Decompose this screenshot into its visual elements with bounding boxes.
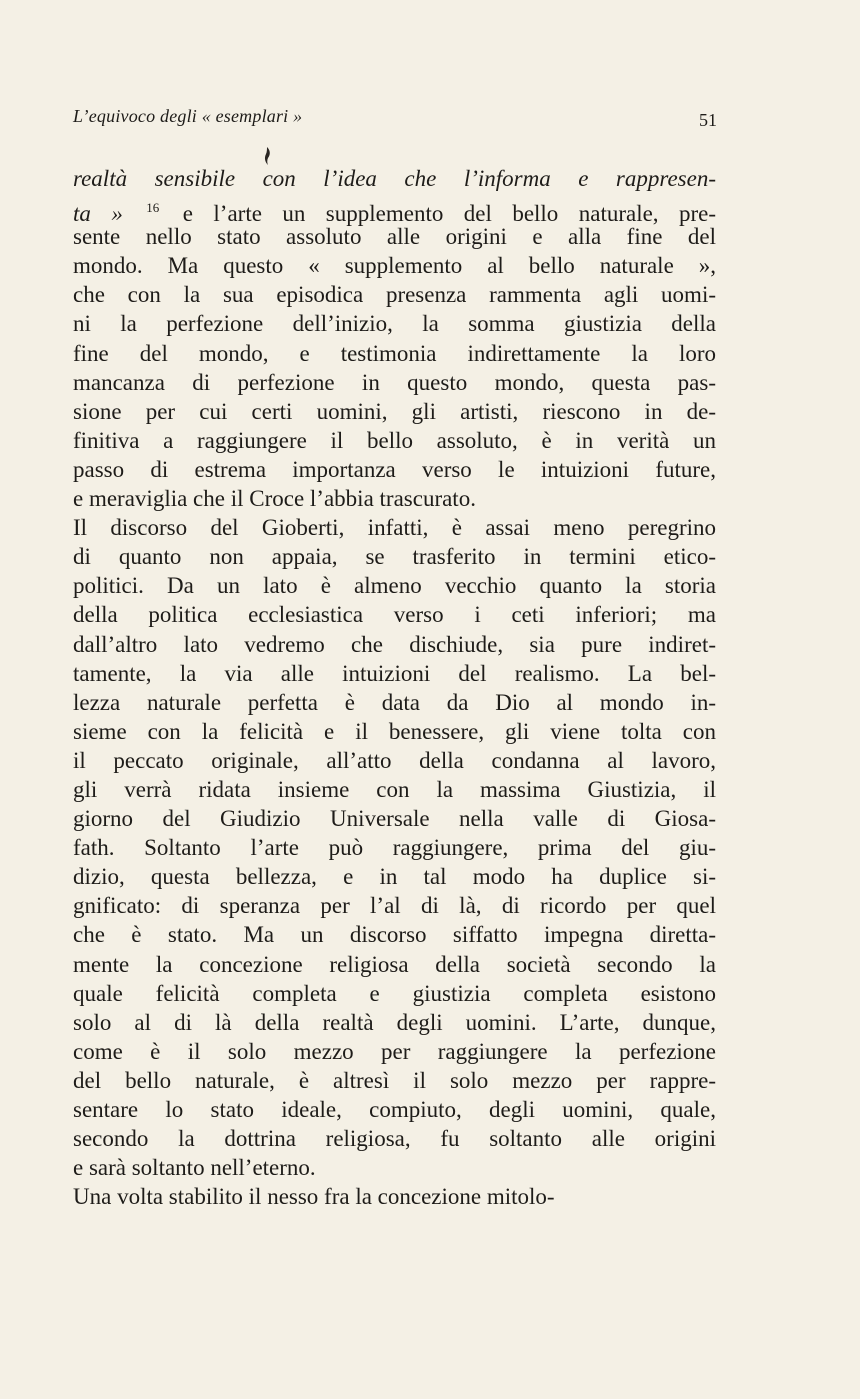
italic-fragment: ta » xyxy=(73,201,123,227)
ink-mark-icon xyxy=(262,146,272,166)
text-line: il peccato originale, all’atto della condanna al lavoro, xyxy=(73,747,716,773)
text-line: e meraviglia che il Croce l’abbia trascurato. xyxy=(73,486,476,512)
footnote-ref: 16 xyxy=(146,200,160,216)
text-line: gnificato: di speranza per l’al di là, di ricordo per quel xyxy=(73,893,716,919)
text-line: ni la perfezione dell’inizio, la somma giustizia della xyxy=(73,311,716,337)
running-head: L’equivoco degli « esemplari » xyxy=(73,106,303,126)
text-line: sentare lo stato ideale, compiuto, degli uomini, quale, xyxy=(73,1097,716,1122)
text-line: passo di estrema importanza verso le intuizioni future, xyxy=(73,456,716,482)
text-line: realtà sensibile con l’idea che l’informa e rappresen- xyxy=(73,166,716,191)
text-line: fine del mondo, e testimonia indirettamente la loro xyxy=(73,340,716,366)
text-line: sieme con la felicità e il benessere, gli viene tolta con xyxy=(73,718,716,744)
text-line: secondo la dottrina religiosa, fu soltanto alle origini xyxy=(73,1126,716,1152)
body-text xyxy=(73,164,716,1211)
text-line: che con la sua episodica presenza rammenta agli uomi- xyxy=(73,282,716,308)
text-line xyxy=(73,193,717,227)
text-line: fath. Soltanto l’arte può raggiungere, prima del giu- xyxy=(73,835,716,861)
text-line: Il discorso del Gioberti, infatti, è assai meno peregrino xyxy=(73,515,716,541)
text-line: gli verrà ridata insieme con la massima Giustizia, il xyxy=(73,776,716,802)
text-line: sione per cui certi uomini, gli artisti, riescono in de- xyxy=(73,398,716,424)
text-line: mondo. Ma questo « supplemento al bello naturale », xyxy=(73,253,716,279)
text-line: e sarà soltanto nell’eterno. xyxy=(73,1155,316,1181)
text-line: tamente, la via alle intuizioni del realismo. La bel- xyxy=(73,660,716,686)
text-line: dall’altro lato vedremo che dischiude, sia pure indiret- xyxy=(73,631,716,657)
page-number: 51 xyxy=(699,110,717,130)
paragraph-lines xyxy=(73,222,716,1211)
text-line: Una volta stabilito il nesso fra la concezione mitolo- xyxy=(73,1184,555,1210)
text-fragment: e l’arte un supplemento del bello naturale, pre- xyxy=(182,201,717,227)
text-line: che è stato. Ma un discorso siffatto impegna diretta- xyxy=(73,922,716,948)
text-line: quale felicità completa e giustizia completa esistono xyxy=(73,980,716,1006)
text-line: mancanza di perfezione in questo mondo, questa pas- xyxy=(73,369,716,395)
text-line: solo al di là della realtà degli uomini. L’arte, dunque, xyxy=(73,1009,716,1035)
text-line: giorno del Giudizio Universale nella valle di Giosa- xyxy=(73,806,716,832)
text-line: della politica ecclesiastica verso i ceti inferiori; ma xyxy=(73,602,716,628)
text-line: di quanto non appaia, se trasferito in termini etico- xyxy=(73,544,716,570)
text-line: come è il solo mezzo per raggiungere la perfezione xyxy=(73,1038,716,1064)
text-line: del bello naturale, è altresì il solo mezzo per rappre- xyxy=(73,1067,716,1093)
text-line: dizio, questa bellezza, e in tal modo ha duplice si- xyxy=(73,864,716,890)
text-line: sente nello stato assoluto alle origini e alla fine del xyxy=(73,224,716,250)
text-line: mente la concezione religiosa della società secondo la xyxy=(73,951,716,977)
text-line: lezza naturale perfetta è data da Dio al mondo in- xyxy=(73,689,716,715)
text-line: finitiva a raggiungere il bello assoluto, è in verità un xyxy=(73,427,716,453)
text-line: politici. Da un lato è almeno vecchio quanto la storia xyxy=(73,573,716,599)
